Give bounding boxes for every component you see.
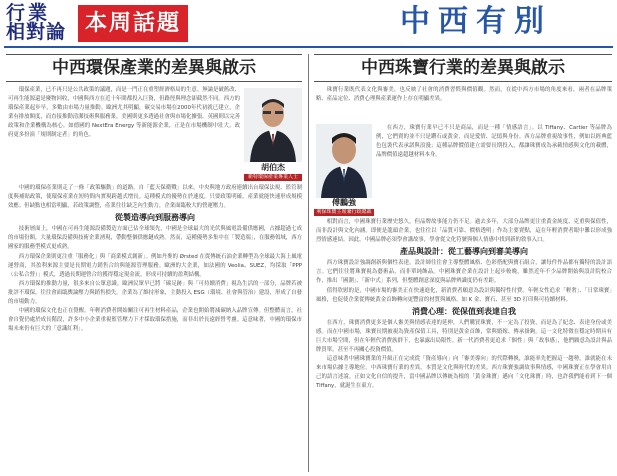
right-paragraph-6: 在西方，珠寶消費更多是個人審美與情感表達的延伸，人們購買珠寶，不一定為了投資，而是為了紀念、表達身份或美感。而在中國市場，珠寶長期被視為資產保值工具，特別是黃金首飾，常與婚嫁、傳承掛鉤。這一文化特徵在穩定時期具有巨大市場空間，但在年輕代消費族群下，也暴露出局限性。新一代消費者更追求「個性」與「故事感」，他們願意為設計與品牌買單，甚至不再關心投資價值。 <box>316 319 612 354</box>
right-intro-paragraph: 珠寶行業既代表文化與審美，也反映了社會的消費習慣與價值觀。然而，在從中西方市場的角度來看，兩者在品牌策略、產品定位、消費心理與產業運作上存在明顯差異。 <box>316 87 612 103</box>
left-paragraph-5: 西方環保的推動力量，很多來自公眾意識。歐洲民眾早已將「碳足跡」與「可持續消費」視為生活的一部分，品牌若被批評不環保，往往會面臨輿論壓力與銷售損失。企業為了維持形象，主動投入 ESG（環境、社會與管治）建設，形成了自發的市場動力。 <box>8 280 302 306</box>
left-paragraph-6: 中國的環保文化也正在覺醒。年輕消費者開始關注可再生材料產品，企業也開始將減碳納入品牌宣傳。但整體而言，社會自覺仍處於成長階段，許多中小企業重視監管壓力下才採取環保措施，而非出於長遠經營考慮。這意味著，中國的環保市場未來仍有巨大的「意識紅利」。 <box>8 308 302 333</box>
left-paragraph-3: 技術層面上，中國在可再生能源設備製造方面已佔全球領先，中國是全球最大的光伏與風電設備供應國，占據超過七成的市場份額，大量環保設備與技術企業湧現，帶動整個供應鏈成熟。然而，這種優勢多集中在「製造端」，在服務領域，西方國家的服務型模式更成熟。 <box>8 226 302 251</box>
right-author-caption: 利保珠寶主席兼行政總裁 <box>314 209 374 216</box>
section-logo <box>4 3 74 43</box>
right-author-photo <box>316 124 372 198</box>
left-paragraph-4: 西方環保企業則更注重「服務化」與「商業模式創新」。例如丹麥的 Ørsted 在從傳統石油企業轉型為全球最大海上風電運營商，其盈利來源主要是長期電力銷售合約與能源管理服務。歐洲的大企業，如法國的 Veolia、SUEZ，均採取「PPP（公私合營）」模式，透過長期運營合約獲得穩定現金流，形成可持續的盈利結構。 <box>8 253 302 278</box>
right-subheading-2: 消費心理：從保值到表達自我 <box>412 306 516 316</box>
left-intro-text <box>8 86 240 182</box>
header-rule <box>4 46 613 48</box>
topic-banner: 本周話題 <box>78 5 188 42</box>
logo-line1: 行業 <box>6 2 51 24</box>
left-rule-top <box>6 54 302 55</box>
left-paragraph-2: 中國的環保產業則走了一條「政策驅動」的道路。自「藍天保衛戰」以來，中央與地方政府連續出台環保法規、監管制度與補貼政策，使環保產業在短時間內實現跨越式增長。這種模式的優勢在於速度，只要政策明確，產業就能快速形成規模效應；但缺點也相當明顯，若政策調整，產業往往缺乏內生動力，企業面臨較大的營運壓力。 <box>8 185 302 210</box>
right-paragraph-4: 西方珠寶設計強調創新與個性表達。設計師往往會主導整體風格、色彩搭配與寶石組合，讓每件作品都有獨特的設計語言。它們往往將珠寶視為藝術品，而非單純飾品。中國珠寶企業在設計上起步較晚，雖然近年不少品牌開始與設計院校合作，推出「國潮」、「新中式」系列，但整體創意深度與品牌辨識度仍有差距。 <box>316 260 612 285</box>
left-body-text <box>8 184 302 472</box>
right-rule-top <box>314 54 612 55</box>
left-article-title: 中西環保產業的差異與啟示 <box>52 58 256 78</box>
left-intro-paragraph: 環保產業，已不再只是公共政策的議題，而是一門正在重塑經濟格局的生意。無論是破舊改、可再生能源還是廢物回收，中國與西方在近十年間都投入巨資，但路徑與理念卻截然不同。西方的環保產業起步早，多數由市場力量推動。歐洲尤其明顯，碳交易市場在2000年代初就已建立，企業有排放額度，而直接推動清潔技術與服務業。美國則更多透過社會與市場化擴張。英國則以完善政策和企業機構為核心。如德國的 NextEra Energy 等新能源企業，正是在市場機制中壯大。政府更多扮演「規則制定者」的角色。 <box>8 87 240 139</box>
left-author-photo <box>244 88 302 162</box>
left-author-name: 胡伯杰 <box>261 163 285 172</box>
right-paragraph-3: 相對而言，中國珠寶行業歷史悠久，但品牌故事能力仍不足。過去多年，大部分品牌更注重黃金純度、克重與保值性，而非設計與文化內涵。即便是龍頭企業，也往往以「品質可靠、價格透明」作為主要賣點，這在年輕消費者眼中難以形成強烈情感連結。因此，中國品牌必須學會講故事，學會從文化符號與個人情感中找到新的敘事入口。 <box>316 219 612 244</box>
right-article-title: 中西珠寶行業的差異與啟示 <box>361 58 565 78</box>
person-photo-icon <box>244 88 302 162</box>
left-subheading-1: 從製造導向到服務導向 <box>115 213 195 223</box>
right-paragraph-2: 在西方，珠寶行業早已不只是商品，而是一種「情感語言」。以 Tiffany、Cartier 等品牌為例，它們賣的並不只是鑽石或黃金，而是愛情、記憶與身份。西方品牌重視故事性，例如以經典藍色包裝代表承諾與浪漫；這種品牌價值建立需要長期投入，都讓珠寶成為承載情感與文化的載體，品牌價值遠超越材料本身。 <box>376 125 612 159</box>
left-author-caption: 新特環保產業專業人士 <box>244 174 302 181</box>
column-divider <box>308 54 309 472</box>
right-paragraph-7: 這意味著中國珠寶業的升級正在完成從「資產導向」向「審美導向」的代際轉換，誰能率先把握這一趨勢，誰就能在未來市場佔據主導地位。中西珠寶行業的差異，本質是文化與時代的差異。西方珠寶強調故事與情感，中國珠寶正在學會用自己的語言述說。正如文化自信的提升，當中國品牌以傳統為根的「黃金珠寶」邁向「文化珠寶」時，也許我們能看到下一個 Tiffany，就誕生在東方。 <box>316 356 612 390</box>
right-upper-text <box>376 124 612 216</box>
right-subheading-1: 產品與設計：從工藝導向到審美導向 <box>400 247 528 257</box>
person-photo-icon <box>316 124 372 198</box>
right-rule-bottom <box>314 81 612 82</box>
logo-line2: 相對論 <box>6 21 67 43</box>
right-paragraph-5: 值得欣慰的是，中國市場的審美正在快速進化，新消費者願意為設計與獨特性付費。年輕女性追求「輕奢」、「日常珠寶」風格，也促使企業從傳統黃金首飾轉向更豐富的材質與風格，如 K 金、寶石、甚至 3D 打印與可持續材料。 <box>316 287 612 303</box>
left-rule-bottom <box>6 81 302 82</box>
right-body-text <box>316 218 612 472</box>
page-title: 中西有別 <box>400 4 552 39</box>
right-intro-text <box>316 86 612 124</box>
right-author-name: 傅鵬強 <box>332 198 356 207</box>
